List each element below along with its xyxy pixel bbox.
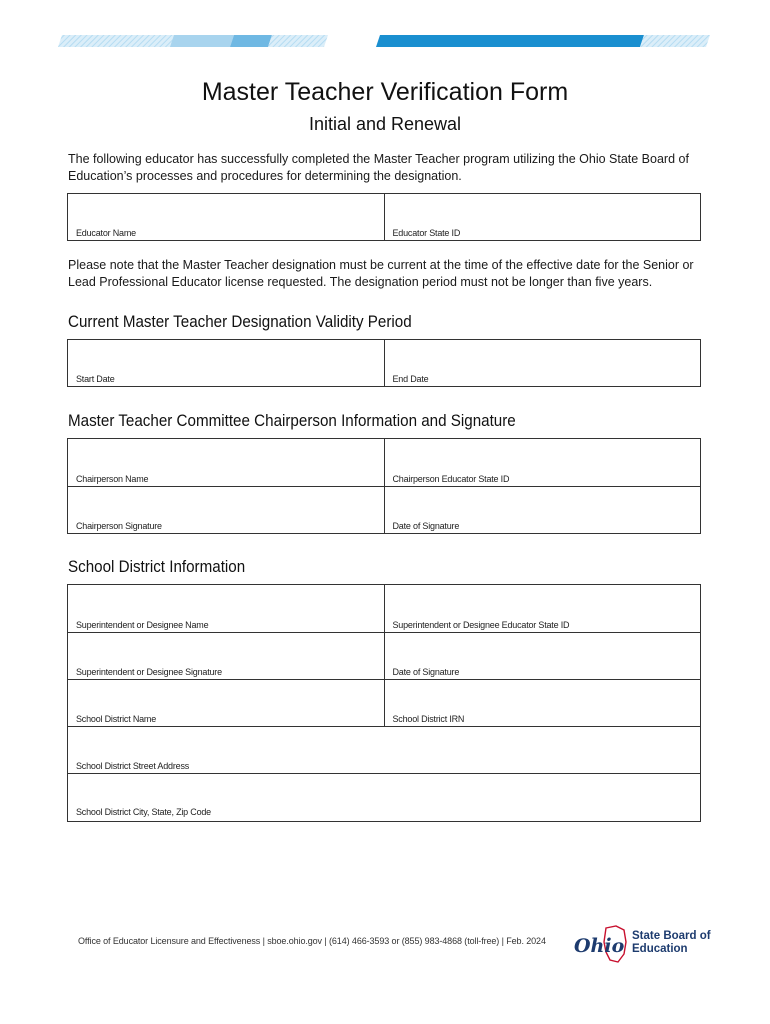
note-paragraph: Please note that the Master Teacher designation must be current at the time of the effective date for the Senior or Lead Professional Educator license requested. The designation period must not be longer than five years. (68, 258, 694, 289)
validity-grid (67, 339, 701, 387)
ohio-logo-script: Ohio (574, 935, 625, 957)
supt-name-label: Superintendent or Designee Name (76, 620, 209, 630)
end-date-field[interactable] (384, 340, 701, 386)
supt-name-field[interactable] (68, 585, 384, 632)
educator-name-label: Educator Name (76, 228, 136, 238)
chair-heading: Master Teacher Committee Chairperson Information and Signature (68, 412, 516, 430)
educator-name-field[interactable] (68, 194, 384, 240)
start-date-field[interactable] (68, 340, 384, 386)
footer-contact: Office of Educator Licensure and Effectiveness | sboe.ohio.gov | (614) 466-3593 or (855) 983-4868 (toll-free) | Feb. 2024 (78, 936, 546, 946)
chair-name-field[interactable] (68, 439, 384, 486)
district-grid (67, 584, 701, 822)
district-name-field[interactable] (68, 680, 384, 726)
district-heading: School District Information (68, 558, 246, 576)
page-subtitle: Initial and Renewal (308, 114, 462, 134)
chair-id-label: Chairperson Educator State ID (392, 474, 510, 484)
supt-signature-field[interactable] (68, 633, 384, 679)
chair-signature-field[interactable] (68, 487, 384, 533)
supt-date-field[interactable] (384, 633, 701, 679)
district-irn-field[interactable] (384, 680, 701, 726)
logo-line-1: State Board of (632, 930, 711, 942)
end-date-label: End Date (392, 374, 429, 384)
validity-heading: Current Master Teacher Designation Validity Period (68, 313, 412, 331)
district-irn-label: School District IRN (392, 714, 465, 724)
district-street-label: School District Street Address (76, 761, 190, 771)
chair-grid (67, 438, 701, 534)
supt-id-field[interactable] (384, 585, 701, 632)
district-city-label: School District City, State, Zip Code (76, 807, 211, 817)
district-city-field[interactable] (68, 774, 700, 819)
educator-id-label: Educator State ID (392, 228, 461, 238)
educator-grid (67, 193, 701, 241)
page-title: Master Teacher Verification Form (201, 78, 569, 106)
chair-id-field[interactable] (384, 439, 701, 486)
district-street-field[interactable] (68, 727, 700, 773)
supt-id-label: Superintendent or Designee Educator State ID (392, 620, 570, 630)
supt-signature-label: Superintendent or Designee Signature (76, 667, 222, 677)
chair-name-label: Chairperson Name (76, 474, 149, 484)
header-banner (58, 35, 710, 47)
chair-date-field[interactable] (384, 487, 701, 533)
supt-date-label: Date of Signature (392, 667, 460, 677)
chair-date-label: Date of Signature (392, 521, 460, 531)
district-name-label: School District Name (76, 714, 157, 724)
chair-signature-label: Chairperson Signature (76, 521, 162, 531)
logo-text (632, 930, 711, 956)
logo-line-2: Education (632, 943, 688, 955)
educator-id-field[interactable] (384, 194, 701, 240)
intro-paragraph: The following educator has successfully completed the Master Teacher program utilizing the Ohio State Board of Education’s processes and procedures for determining the designation. (68, 152, 689, 183)
start-date-label: Start Date (76, 374, 115, 384)
